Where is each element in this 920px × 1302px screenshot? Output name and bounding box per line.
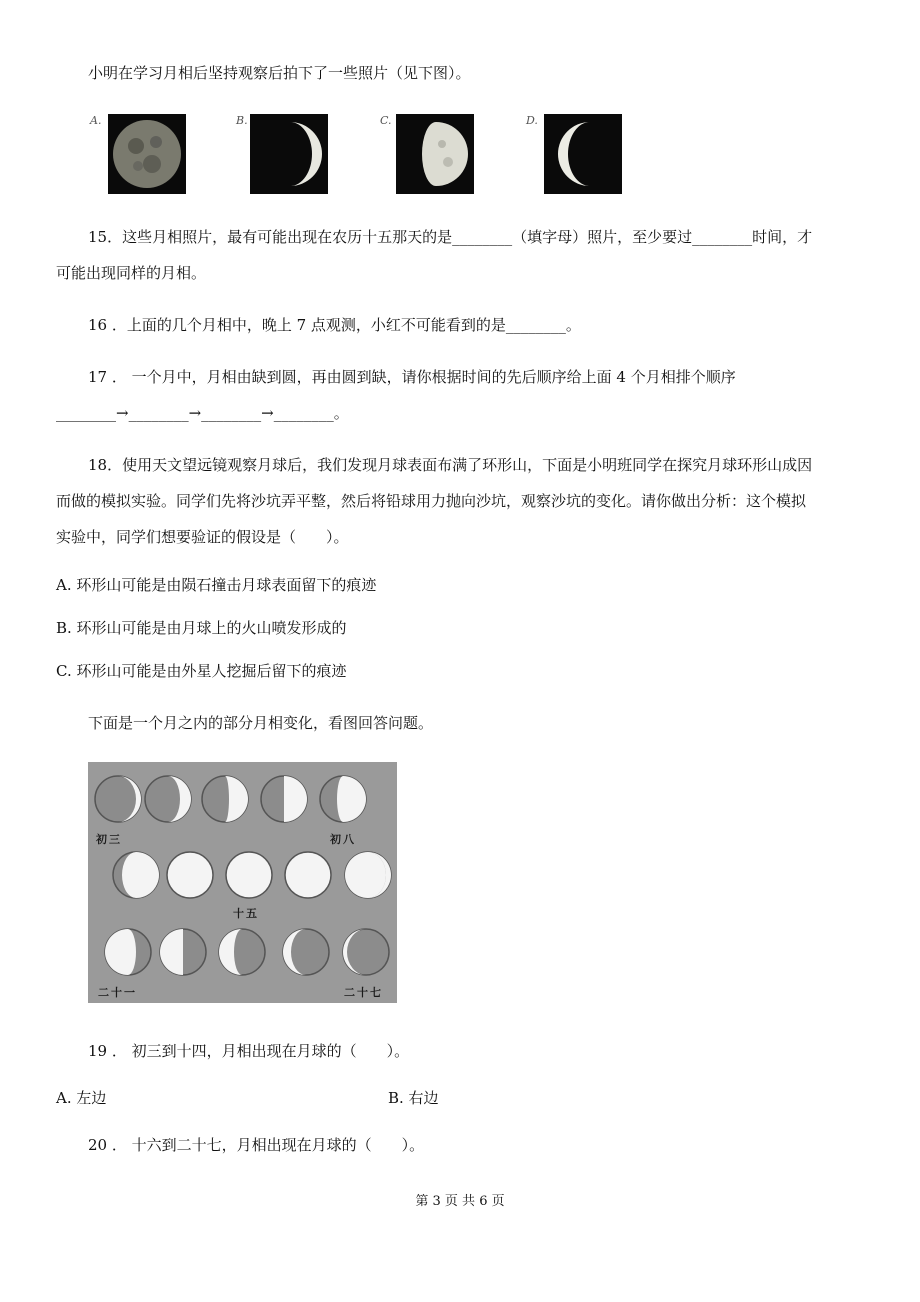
moon-photo-c [396, 114, 474, 194]
photo-label-a: A. [90, 114, 102, 127]
moon-phase-grid [88, 762, 397, 1003]
question-17-line2: ________→________→________→________。 [56, 404, 349, 422]
moon-photo-d [544, 114, 622, 194]
question-18-line1: 18．使用天文望远镜观察月球后，我们发现月球表面布满了环形山，下面是小明班同学在探究月球环形山成因 [88, 456, 813, 474]
question-15-line2: 可能出现同样的月相。 [56, 264, 207, 282]
phase-label-chuba: 初八 [330, 833, 356, 846]
question-19-option-b: B. 右边 [388, 1089, 439, 1107]
moon-phase-row-2 [113, 852, 391, 898]
intro-text: 小明在学习月相后坚持观察后拍下了一些照片（见下图）。 [88, 64, 471, 82]
phase-label-ershiqi: 二十七 [344, 986, 383, 999]
question-17-line1: 17 ． 一个月中，月相由缺到圆，再由圆到缺，请你根据时间的先后顺序给上面 4 个月相排个顺序 [88, 368, 736, 386]
phase-label-chusan: 初三 [96, 833, 122, 846]
waxing-crescent-moon-icon [544, 114, 622, 194]
full-moon-icon [108, 114, 186, 194]
moon-phase-row-1 [95, 776, 366, 822]
question-18-line3: 实验中，同学们想要验证的假设是（ ）。 [56, 528, 349, 546]
photo-label-d: D. [526, 114, 538, 127]
question-19: 19 ． 初三到十四，月相出现在月球的（ ）。 [88, 1042, 410, 1060]
page-footer: 第 3 页 共 6 页 [415, 1194, 505, 1209]
question-18-option-a: A. 环形山可能是由陨石撞击月球表面留下的痕迹 [56, 576, 377, 594]
photo-label-c: C. [380, 114, 392, 127]
moon-phase-diagram [88, 762, 397, 1003]
question-16: 16 ．上面的几个月相中，晚上 7 点观测，小红不可能看到的是________。 [88, 316, 581, 334]
question-18-option-c: C. 环形山可能是由外星人挖掘后留下的痕迹 [56, 662, 347, 680]
photo-label-b: B. [236, 114, 248, 127]
moon-photo-b [250, 114, 328, 194]
question-18-option-b: B. 环形山可能是由月球上的火山喷发形成的 [56, 619, 347, 637]
section2-intro: 下面是一个月之内的部分月相变化，看图回答问题。 [88, 714, 434, 732]
question-19-option-a: A. 左边 [56, 1089, 107, 1107]
question-18-line2: 而做的模拟实验。同学们先将沙坑弄平整，然后将铅球用力抛向沙坑，观察沙坑的变化。请你做出分析：这个模拟 [56, 492, 807, 510]
moon-phase-row-3 [105, 929, 389, 975]
waning-gibbous-moon-icon [396, 114, 474, 194]
question-20: 20 ． 十六到二十七，月相出现在月球的（ ）。 [88, 1136, 425, 1154]
phase-label-shiwu: 十五 [233, 907, 259, 920]
phase-label-ershiyi: 二十一 [98, 986, 137, 999]
waning-crescent-moon-icon [250, 114, 328, 194]
moon-photo-a [108, 114, 186, 194]
question-15-line1: 15．这些月相照片，最有可能出现在农历十五那天的是________（填字母）照片，至少要过________时间，才 [88, 228, 813, 246]
